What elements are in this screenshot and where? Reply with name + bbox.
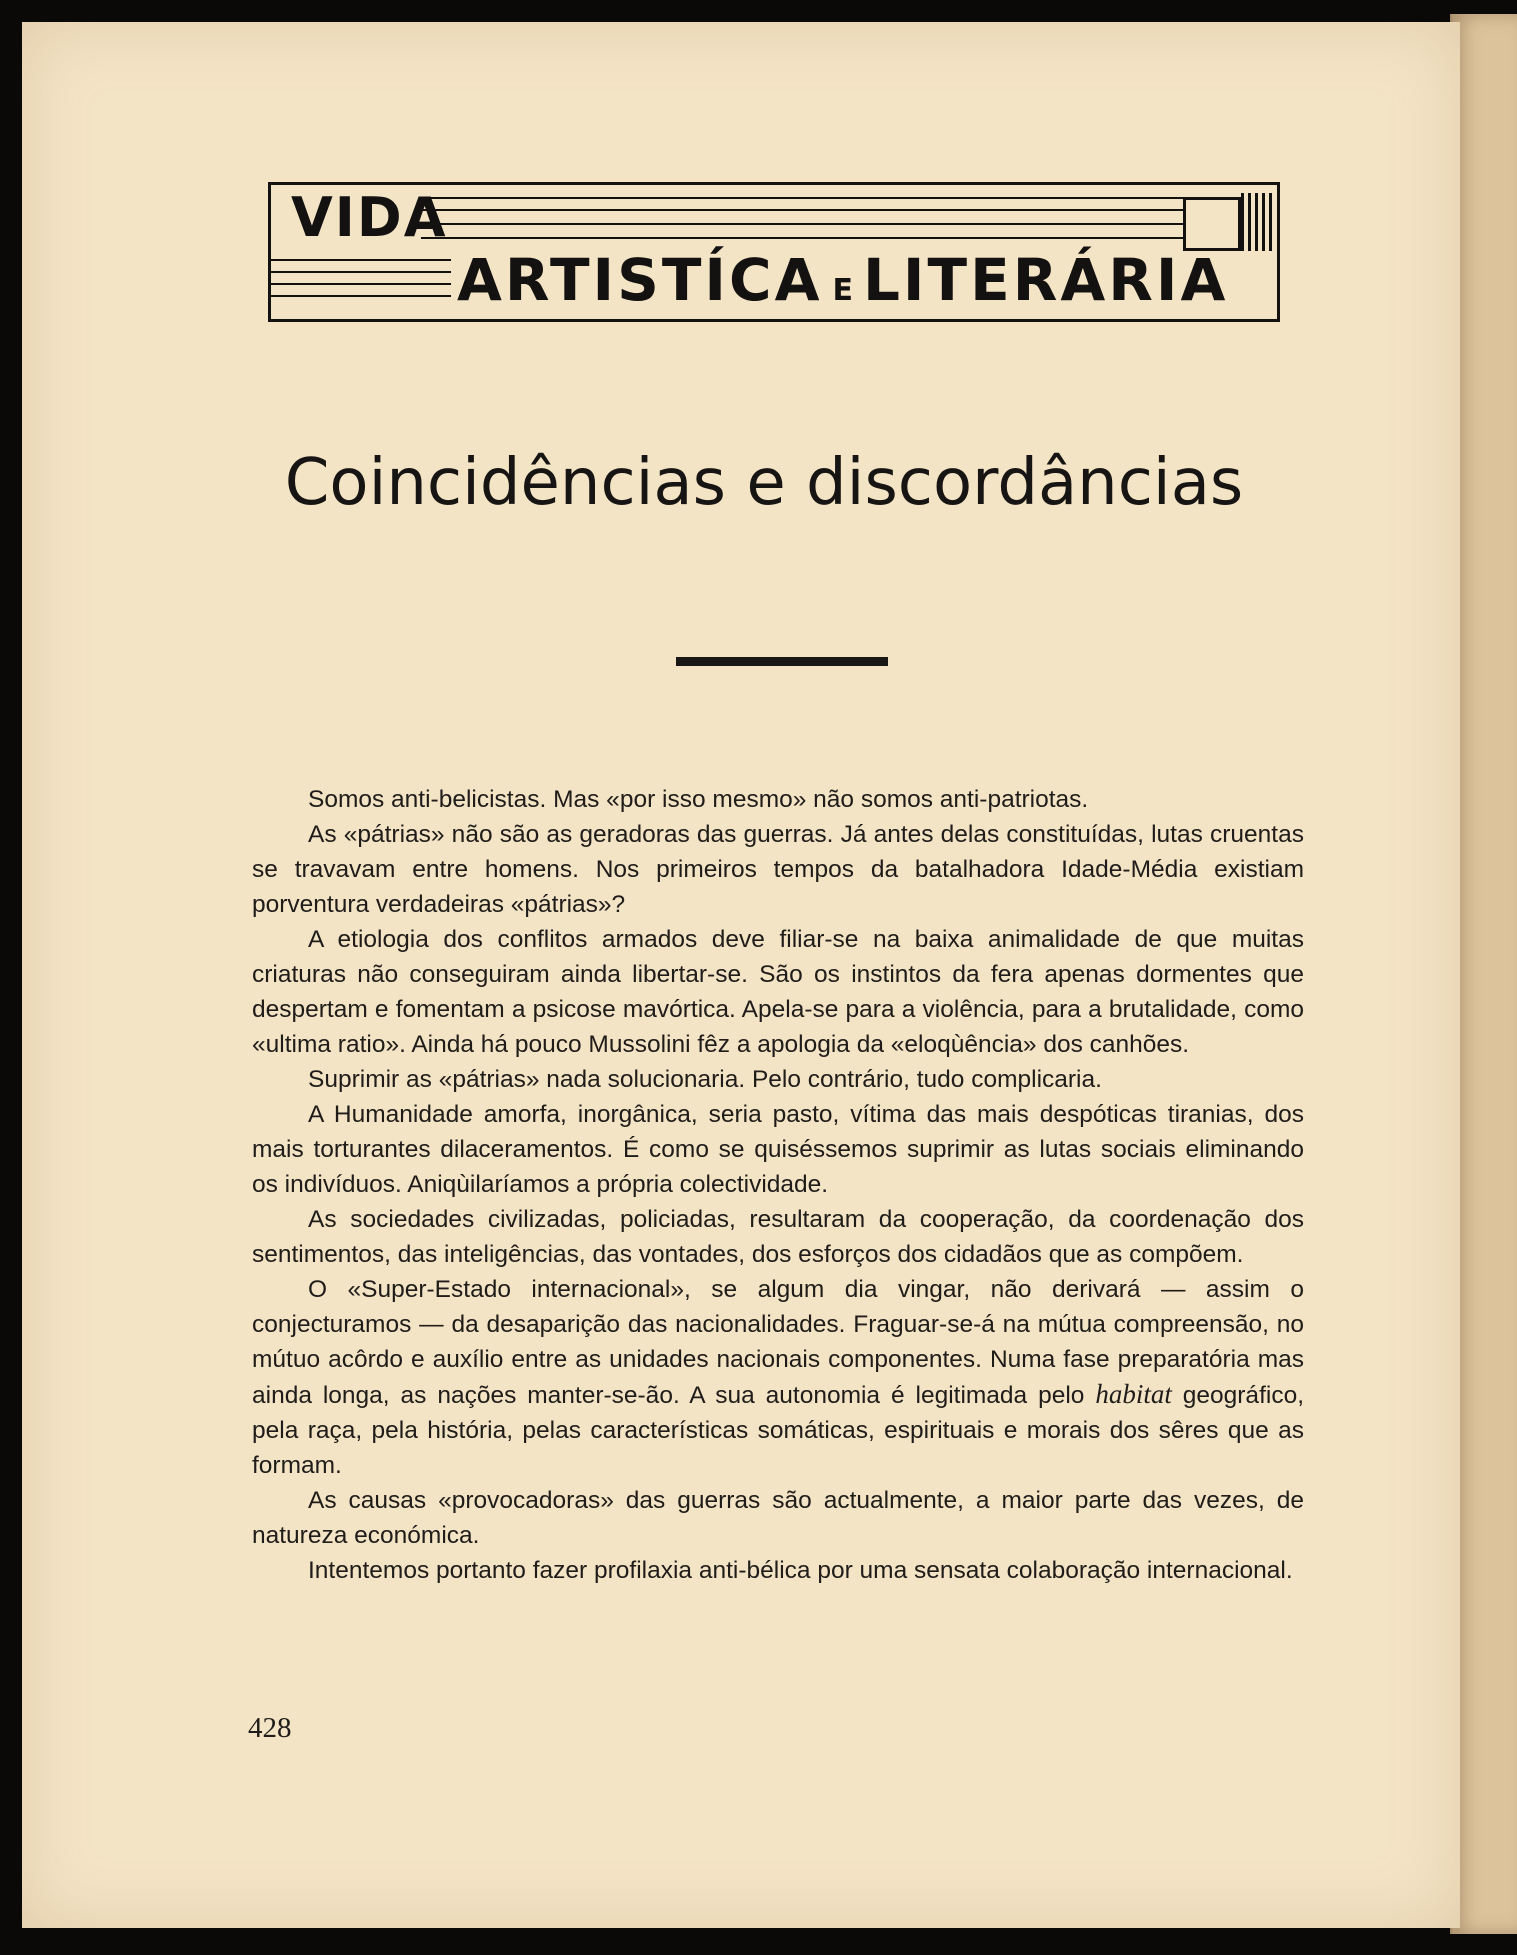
- adjacent-page-edge: [1450, 14, 1517, 1934]
- masthead-rule: [271, 271, 451, 273]
- article-body: [252, 782, 1304, 1588]
- masthead-rule: [421, 197, 1183, 199]
- paragraph: O «Super-Estado internacional», se algum dia vingar, não derivará — assim o conjecturamos — da desaparição das nacionalidades. Fraguar-se-á na mútua compreensão, no mútuo acôrdo e auxílio entre as unidades nacionais componentes. Numa fase preparatória mas ainda longa, as nações manter-se-ão. A sua autonomia é legitimada pelo habitat geográfico, pela raça, pela história, pelas características somáticas, espirituais e morais dos sêres que as formam.: [252, 1276, 1304, 1479]
- paragraph: Intentemos portanto fazer profilaxia anti-bélica por uma sensata colaboração internacional.: [308, 1557, 1293, 1584]
- page-number: 428: [248, 1712, 292, 1744]
- masthead-rule: [421, 209, 1183, 211]
- italic-term: habitat: [1095, 1379, 1172, 1409]
- paragraph: Suprimir as «pátrias» nada solucionaria. Pelo contrário, tudo complicaria.: [308, 1066, 1102, 1093]
- masthead-ornament-bars: [1241, 193, 1273, 251]
- paragraph: A etiologia dos conflitos armados deve filiar-se na baixa animalidade de que muitas criaturas não conseguiram ainda libertar-se. São os instintos da fera apenas dormentes que despertam e fomentam a psicose mavórtica. Apela-se para a violência, para a brutalidade, como «ultima ratio». Ainda há pouco Mussolini fêz a apologia da «eloqùência» dos canhões.: [252, 926, 1304, 1058]
- section-masthead: [268, 182, 1280, 322]
- masthead-rule: [421, 223, 1183, 225]
- paragraph: A Humanidade amorfa, inorgânica, seria pasto, vítima das mais despóticas tiranias, dos mais torturantes dilaceramentos. É como se quiséssemos suprimir as lutas sociais eliminando os indivíduos. Aniqùilaríamos a própria colectividade.: [252, 1101, 1304, 1198]
- paragraph: Somos anti-belicistas. Mas «por isso mesmo» não somos anti-patriotas.: [308, 786, 1089, 813]
- paragraph: As causas «provocadoras» das guerras são actualmente, a maior parte das vezes, de natureza económica.: [252, 1487, 1304, 1549]
- masthead-rule: [421, 237, 1183, 239]
- masthead-rule: [271, 295, 451, 297]
- masthead-ornament-box: [1183, 197, 1241, 251]
- masthead-word-vida: VIDA: [291, 186, 448, 249]
- masthead-word-literaria: LITERÁRIA: [862, 246, 1229, 314]
- masthead-rule: [271, 259, 451, 261]
- title-divider-rule: [676, 657, 888, 666]
- masthead-word-artistica: ARTISTÍCA: [457, 246, 823, 314]
- article-title: Coincidências e discordâncias: [284, 446, 1244, 520]
- masthead-words-artistica-literaria: [457, 246, 1229, 314]
- paragraph: As sociedades civilizadas, policiadas, resultaram da cooperação, da coordenação dos sentimentos, das inteligências, das vontades, dos esforços dos cidadãos que as compõem.: [252, 1206, 1304, 1268]
- masthead-conjunction: E: [832, 273, 853, 308]
- paragraph: As «pátrias» não são as geradoras das guerras. Já antes delas constituídas, lutas cruentas se travavam entre homens. Nos primeiros tempos da batalhadora Idade-Média existiam porventura verdadeiras «pátrias»?: [252, 821, 1304, 918]
- masthead-rule: [271, 283, 451, 285]
